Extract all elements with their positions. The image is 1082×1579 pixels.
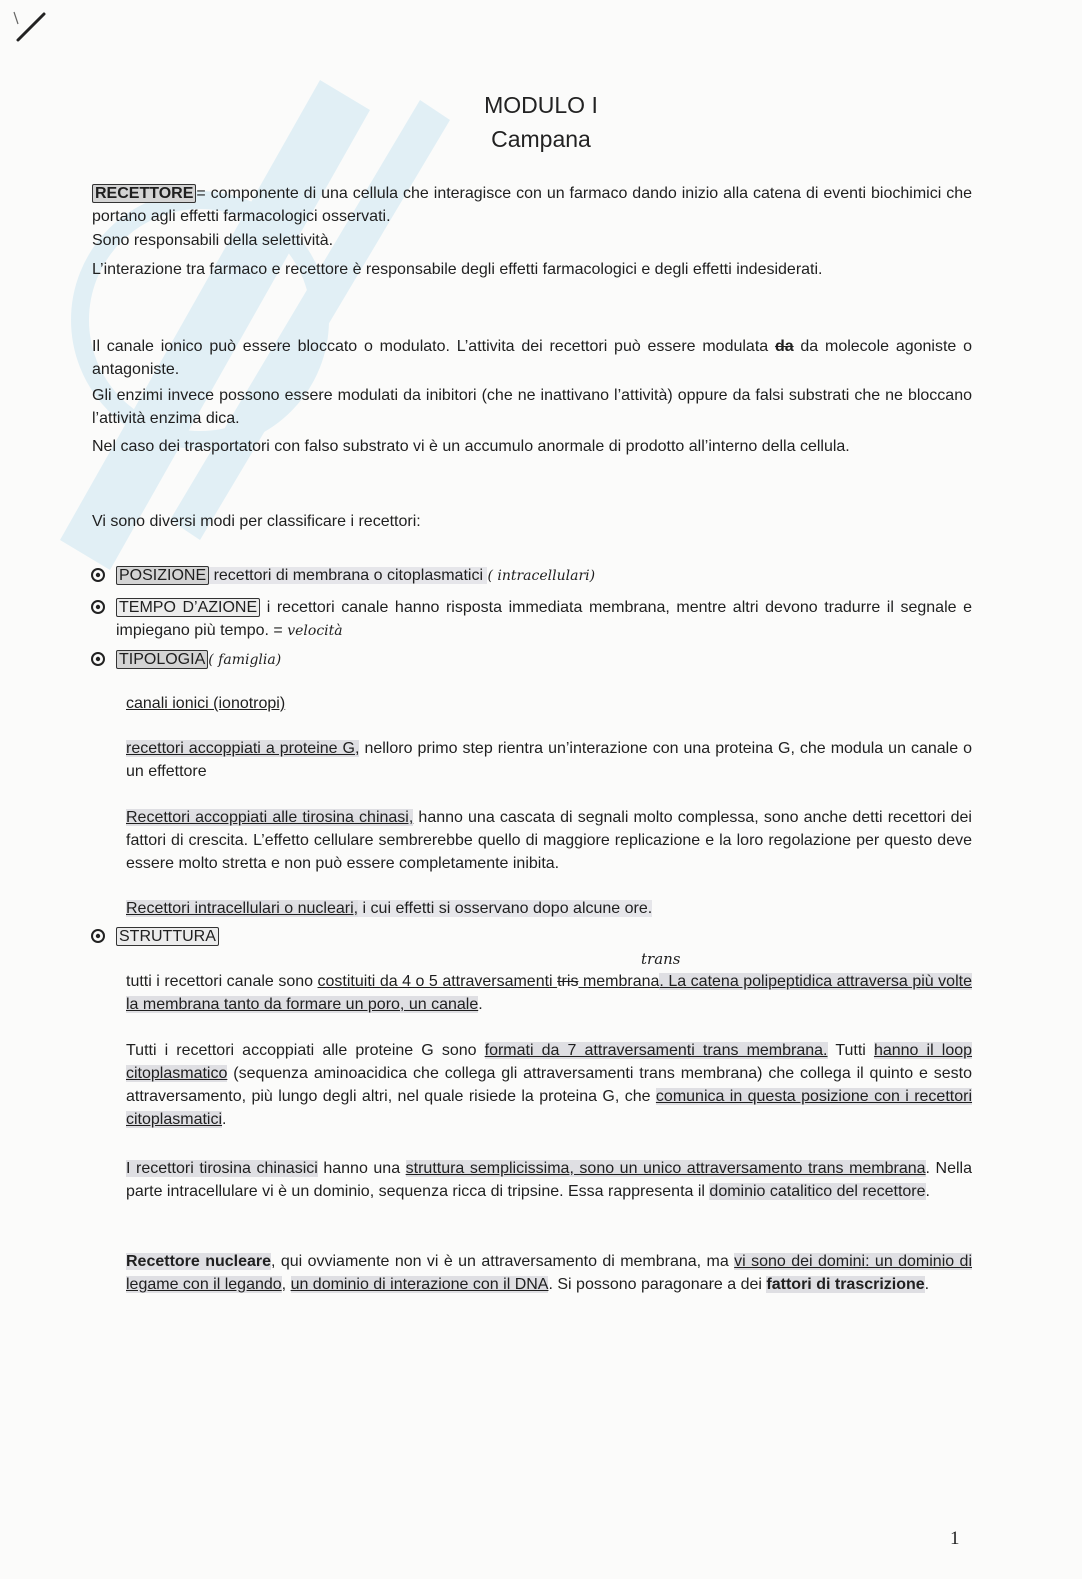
tempo-handwritten-note: velocità — [287, 623, 343, 639]
gprot-structure-f: comunica in questa posizione con i recettori citoplasmatici — [126, 1088, 973, 1128]
nuclear-receptors-item — [126, 897, 972, 920]
gprot-structure-e: (sequenza aminoacidica che collega gli attraversamenti trans membrana) che collega il quinto e sesto attraversamento, più lungo degli altri, nel quale risiede la proteina G, che — [126, 1065, 972, 1105]
tiro-structure-c: struttura semplicissima, sono un unico attraversamento trans membrana — [405, 1160, 926, 1177]
canali-ionici-text: canali ionici (ionotropi) — [126, 695, 286, 712]
channel-structure-strike: tris — [557, 973, 579, 990]
classify-intro: Vi sono diversi modi per classificare i recettori: — [92, 513, 421, 530]
gprotein-term: recettori accoppiati a proteine G, — [126, 740, 360, 757]
recettore-term: RECETTORE — [92, 184, 196, 203]
canali-ionici-item — [126, 692, 972, 715]
tyrosine-structure-paragraph — [126, 1157, 972, 1203]
tiro-structure-f: . — [925, 1183, 930, 1200]
gprot-structure-d: hanno il loop citoplasmatico — [126, 1042, 973, 1082]
page-title: MODULO I — [484, 92, 598, 118]
tempo-label: TEMPO D’AZIONE — [116, 598, 260, 617]
tyrosine-kinase-item — [126, 806, 972, 875]
channel-structure-paragraph — [126, 970, 972, 1016]
tipologia-label: TIPOLOGIA — [116, 650, 208, 669]
struttura-label: STRUTTURA — [116, 927, 219, 946]
tiro-structure-e: dominio catalitico del recettore — [709, 1183, 926, 1200]
target-bullet-icon — [90, 651, 106, 667]
gprot-structure-g: . — [222, 1111, 227, 1128]
nucl-structure-h: . — [924, 1276, 930, 1293]
gprot-structure-c: Tutti — [827, 1042, 874, 1059]
tiro-structure-a: I recettori tirosina chinasici — [126, 1160, 318, 1177]
struttura-item — [116, 925, 962, 948]
receptor-definition — [92, 182, 972, 228]
target-bullet-icon — [90, 599, 106, 615]
page-subtitle: Campana — [491, 126, 591, 152]
posizione-text: recettori di membrana o citoplasmatici — [209, 567, 488, 584]
recettore-definition-text: = componente di una cellula che interagisce con un farmaco dando inizio alla catena di eventi biochimici che portano agli effetti farmacologici osservati. — [92, 185, 972, 225]
channel-structure-e: . — [478, 996, 483, 1013]
nucl-structure-f: . Si possono paragonare a dei — [548, 1276, 767, 1293]
nuclear-receptors-text: i cui effetti si osservano dopo alcune ore. — [358, 900, 653, 917]
channel-structure-c: membrana — [578, 973, 660, 990]
gprotein-coupled-item — [126, 737, 972, 783]
posizione-handwritten-note: ( intracellulari) — [487, 568, 596, 584]
channel-structure-a: tutti i recettori canale sono — [126, 973, 318, 990]
nucl-structure-e: un dominio di interazione con il DNA — [290, 1276, 549, 1293]
channel-structure-b: costituiti da 4 o 5 attraversamenti — [317, 973, 558, 990]
gprotein-text: nelloro primo step rientra un’interazione con una proteina G, che modula un canale o un effettore — [126, 740, 973, 780]
tyrosine-kinase-term: Recettori accoppiati alle tirosina chinasi, — [126, 809, 414, 826]
gprot-structure-b: formati da 7 attraversamenti trans membrana. — [484, 1042, 828, 1059]
nuclear-receptors-term: Recettori intracellulari o nucleari, — [126, 900, 359, 917]
ion-channel-text-a: Il canale ionico può essere bloccato o modulato. L’attivita dei recettori può essere modulata — [92, 338, 775, 355]
posizione-label: POSIZIONE — [116, 566, 209, 585]
nucl-structure-g: fattori di trascrizione — [766, 1276, 925, 1293]
pen-stroke-mark — [12, 6, 52, 46]
handwritten-trans-note: trans — [641, 950, 681, 968]
page-number: 1 — [950, 1528, 960, 1549]
transporters-paragraph: Nel caso dei trasportatori con falso substrato vi è un accumulo anormale di prodotto all’interno della cellula. — [92, 438, 850, 455]
nuclear-structure-paragraph — [126, 1250, 972, 1296]
struck-word: da — [774, 338, 794, 355]
nucl-structure-c: vi sono dei domini: un dominio di legame con il legando — [126, 1253, 972, 1293]
tipologia-handwritten-note: ( famiglia) — [208, 652, 282, 668]
target-bullet-icon — [90, 928, 106, 944]
tempo-item — [116, 596, 972, 643]
nucl-structure-a: Recettore nucleare — [126, 1253, 272, 1270]
target-bullet-icon — [90, 567, 106, 583]
ion-channel-paragraph — [92, 335, 972, 381]
gprotein-structure-paragraph — [126, 1039, 972, 1131]
nucl-structure-b: , qui ovviamente non vi è un attraversamento di membrana, ma — [271, 1253, 735, 1270]
tiro-structure-d: . Nella parte intracellulare vi è un dominio, sequenza ricca di tripsine. Essa rappresenta il — [126, 1160, 972, 1200]
nucl-structure-d: , — [281, 1276, 291, 1293]
gprot-structure-a: Tutti i recettori accoppiati alle proteine G sono — [126, 1042, 485, 1059]
tyrosine-kinase-text: hanno una cascata di segnali molto complessa, sono anche detti recettori dei fattori di crescita. L’effetto cellulare sembrerebbe quello di maggiore replicazione e la loro regolazione per questo deve essere molto stretta e non può essere completamente inibita. — [126, 809, 972, 872]
channel-structure-d: . La catena polipeptidica attraversa più volte la membrana tanto da formare un poro, un canale — [126, 973, 972, 1013]
posizione-item — [116, 564, 962, 588]
selectivity-line: Sono responsabili della selettività. — [92, 232, 334, 249]
interaction-line: L’interazione tra farmaco e recettore è responsabile degli effetti farmacologici e degli effetti indesiderati. — [92, 261, 823, 278]
enzymes-paragraph: Gli enzimi invece possono essere modulati da inibitori (che ne inattivano l’attività) oppure da falsi substrati che ne bloccano l’attività enzima dica. — [92, 387, 972, 427]
tempo-text: i recettori canale hanno risposta immediata membrana, mentre altri devono tradurre il segnale e impiegano più tempo. = — [116, 599, 973, 639]
tipologia-item — [116, 648, 962, 672]
ion-channel-text-b: da molecole agoniste o antagoniste. — [92, 338, 972, 378]
tiro-structure-b: hanno una — [317, 1160, 406, 1177]
